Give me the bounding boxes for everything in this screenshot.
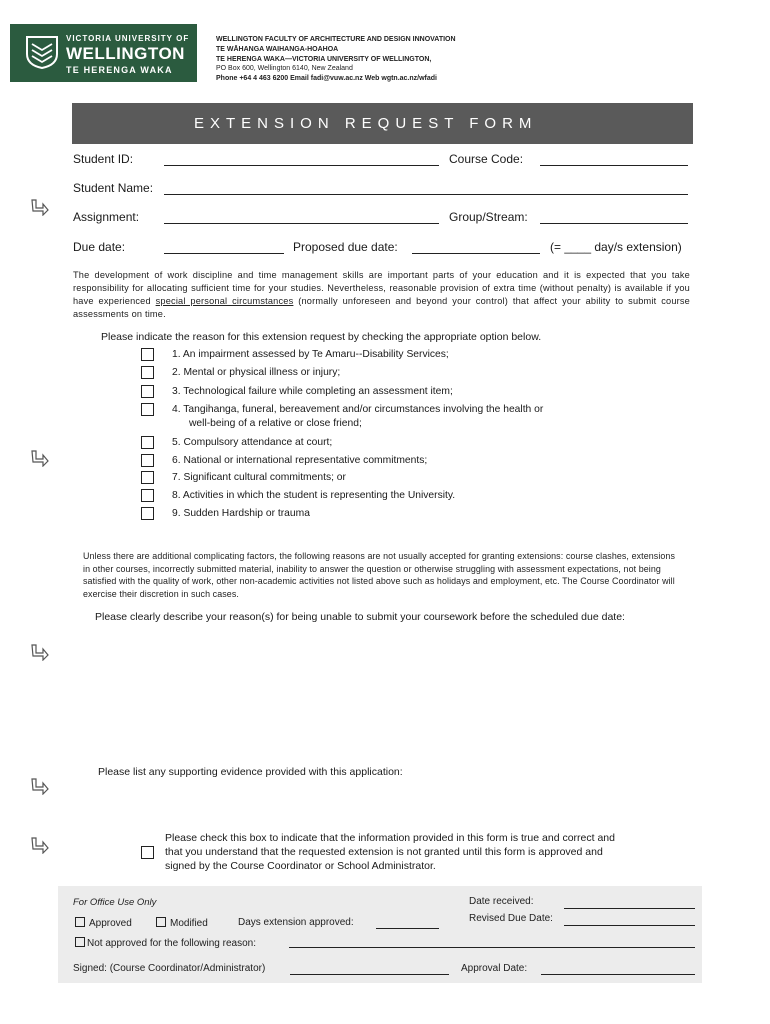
- arrow-marker-icon: [30, 449, 50, 467]
- option-3-checkbox[interactable]: [141, 385, 154, 398]
- not-approved-option[interactable]: Not approved for the following reason:: [75, 937, 256, 949]
- date-received-field[interactable]: [564, 908, 695, 909]
- evidence-prompt: Please list any supporting evidence provided with this application:: [98, 766, 403, 778]
- option-8-label: 8. Activities in which the student is representing the University.: [172, 490, 456, 501]
- arrow-marker-icon: [30, 777, 50, 795]
- student-id-label: Student ID:: [73, 152, 134, 166]
- revised-due-date-label: Revised Due Date:: [469, 913, 553, 924]
- approval-date-field[interactable]: [541, 974, 695, 975]
- group-stream-label: Group/Stream:: [449, 210, 528, 224]
- form-title: EXTENSION REQUEST FORM: [72, 103, 693, 144]
- option-8-checkbox[interactable]: [141, 489, 154, 502]
- not-approved-reason-field[interactable]: [289, 947, 695, 948]
- signed-field[interactable]: [290, 974, 449, 975]
- declaration-checkbox[interactable]: [141, 846, 154, 859]
- describe-reason-prompt: Please clearly describe your reason(s) for being unable to submit your coursework before the scheduled due date:: [95, 611, 625, 623]
- date-received-label: Date received:: [469, 896, 534, 907]
- approved-option[interactable]: Approved: [75, 917, 132, 929]
- approved-checkbox[interactable]: [75, 917, 85, 927]
- address-line-4: PO Box 600, Wellington 6140, New Zealand: [216, 65, 353, 72]
- option-5-checkbox[interactable]: [141, 436, 154, 449]
- assignment-field[interactable]: [164, 223, 439, 224]
- option-1-label: 1. An impairment assessed by Te Amaru--Disability Services;: [172, 349, 449, 360]
- arrow-marker-icon: [30, 198, 50, 216]
- student-id-field[interactable]: [164, 165, 439, 166]
- address-line-2: TE WĀHANGA WAIHANGA-HOAHOA: [216, 46, 339, 53]
- revised-due-date-field[interactable]: [564, 925, 695, 926]
- address-line-5: Phone +64 4 463 6200 Email fadi@vuw.ac.nz Web wgtn.ac.nz/wfadi: [216, 75, 437, 82]
- describe-reason-area[interactable]: [95, 628, 695, 758]
- days-approved-field[interactable]: [376, 928, 439, 929]
- option-9-checkbox[interactable]: [141, 507, 154, 520]
- declaration-line-1: Please check this box to indicate that the information provided in this form is true and correct and: [165, 832, 615, 844]
- proposed-due-date-label: Proposed due date:: [293, 240, 398, 254]
- declaration-line-2: that you understand that the requested extension is not granted until this form is approved and: [165, 846, 603, 858]
- arrow-marker-icon: [30, 643, 50, 661]
- days-extension-label: (= ____ day/s extension): [550, 240, 682, 254]
- option-2-checkbox[interactable]: [141, 366, 154, 379]
- crest-icon: [24, 34, 60, 70]
- group-stream-field[interactable]: [540, 223, 688, 224]
- option-7-checkbox[interactable]: [141, 471, 154, 484]
- approval-date-label: Approval Date:: [461, 963, 528, 974]
- office-use-section: [58, 886, 702, 983]
- option-9-label: 9. Sudden Hardship or trauma: [172, 508, 310, 519]
- option-3-label: 3. Technological failure while completing an assessment item;: [172, 386, 453, 397]
- option-4-checkbox[interactable]: [141, 403, 154, 416]
- modified-option[interactable]: Modified: [156, 917, 208, 929]
- special-circumstances-link[interactable]: special personal circumstances: [155, 296, 294, 306]
- option-4-label-continued: well-being of a relative or close friend;: [189, 418, 362, 429]
- course-code-field[interactable]: [540, 165, 688, 166]
- not-approved-checkbox[interactable]: [75, 937, 85, 947]
- evidence-area[interactable]: [98, 783, 698, 828]
- course-code-label: Course Code:: [449, 152, 524, 166]
- office-heading: For Office Use Only: [73, 897, 157, 908]
- option-7-label: 7. Significant cultural commitments; or: [172, 472, 346, 483]
- student-name-label: Student Name:: [73, 181, 154, 195]
- declaration-line-3: signed by the Course Coordinator or School Administrator.: [165, 860, 436, 872]
- proposed-due-date-field[interactable]: [412, 253, 540, 254]
- due-date-label: Due date:: [73, 240, 126, 254]
- logo-line-2: WELLINGTON: [66, 44, 185, 63]
- modified-checkbox[interactable]: [156, 917, 166, 927]
- logo-line-3: TE HERENGA WAKA: [66, 65, 173, 75]
- university-logo: [10, 24, 197, 82]
- option-4-label: 4. Tangihanga, funeral, bereavement and/or circumstances involving the health or: [172, 404, 544, 415]
- assignment-label: Assignment:: [73, 210, 140, 224]
- address-line-3: TE HERENGA WAKA—VICTORIA UNIVERSITY OF WELLINGTON,: [216, 56, 432, 63]
- option-6-checkbox[interactable]: [141, 454, 154, 467]
- option-5-label: 5. Compulsory attendance at court;: [172, 437, 333, 448]
- arrow-marker-icon: [30, 836, 50, 854]
- address-line-1: WELLINGTON FACULTY OF ARCHITECTURE AND DESIGN INNOVATION: [216, 36, 456, 43]
- intro-paragraph: The development of work discipline and time management skills are important parts of your education and it is expected that you take responsibility for allocating sufficient time for your studies. Nevertheless, reasonable provision of extra time (without penalty) is available if you have experienced special personal circumstances (normally unforeseen and beyond your control) that affect your ability to submit course assessments on time.: [73, 270, 690, 319]
- days-approved-label: Days extension approved:: [238, 917, 354, 928]
- exclusions-paragraph: Unless there are additional complicating factors, the following reasons are not usually accepted for granting extensions: course clashes, extensions in other courses, incorrectly submitted material, inability to answer the question or otherwise struggling with assessment expectations, not being satisfied with the quality of work, other non-academic activities not listed above such as holidays and employment, etc. The Course Coordinator will exercise their discretion in such cases.: [83, 551, 675, 599]
- signed-label: Signed: (Course Coordinator/Administrator): [73, 963, 266, 974]
- option-1-checkbox[interactable]: [141, 348, 154, 361]
- option-6-label: 6. National or international representative commitments;: [172, 455, 428, 466]
- due-date-field[interactable]: [164, 253, 284, 254]
- logo-line-1: VICTORIA UNIVERSITY OF: [66, 34, 190, 43]
- student-name-field[interactable]: [164, 194, 688, 195]
- reason-prompt: Please indicate the reason for this extension request by checking the appropriate option below.: [101, 331, 542, 343]
- option-2-label: 2. Mental or physical illness or injury;: [172, 367, 341, 378]
